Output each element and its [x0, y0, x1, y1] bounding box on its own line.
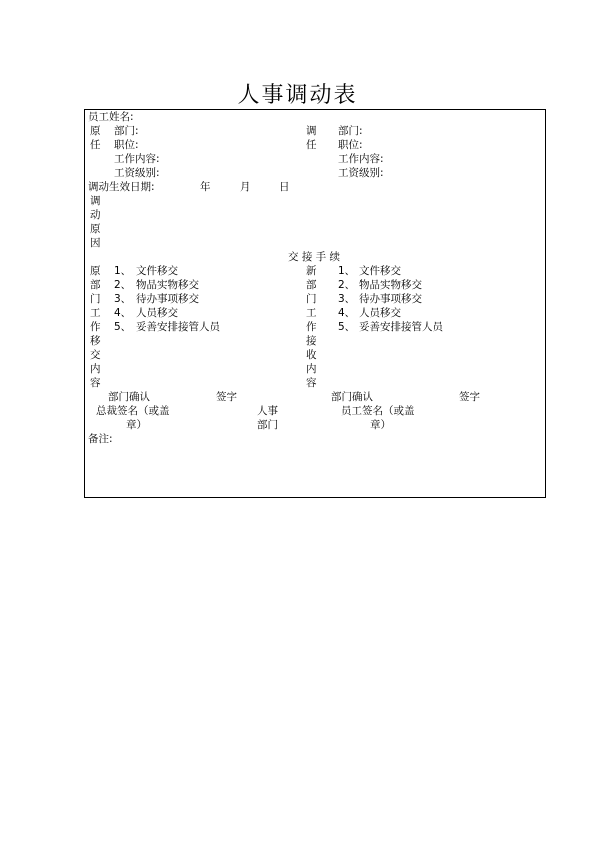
left-vertical-char: 门 [90, 293, 101, 305]
original-salary-grade-field[interactable]: 工资级别: [114, 167, 160, 179]
reason-char: 因 [90, 237, 101, 249]
right-signature-field[interactable]: 签字 [459, 391, 480, 403]
left-vertical-char: 移 [90, 335, 101, 347]
reason-char: 调 [90, 195, 101, 207]
right-item-text: 人员移交 [359, 307, 401, 319]
right-item-number: 4、 [338, 307, 356, 319]
employee-signature-label-cont: 章） [370, 419, 391, 431]
left-vertical-char: 工 [90, 307, 101, 319]
president-signature-label-cont: 章） [126, 419, 147, 431]
left-vertical-char: 交 [90, 349, 101, 361]
president-signature-label[interactable]: 总裁签名（或盖 [96, 405, 170, 417]
original-department-field[interactable]: 部门: [114, 125, 139, 137]
right-vertical-char: 工 [306, 307, 317, 319]
hr-department-label: 人事 [257, 405, 278, 417]
left-item-text: 妥善安排接管人员 [136, 321, 220, 333]
left-vertical-char: 部 [90, 279, 101, 291]
original-side-char: 原 [90, 125, 101, 137]
left-item-number: 4、 [114, 307, 132, 319]
right-department-confirm-label: 部门确认 [331, 391, 373, 403]
right-vertical-char: 门 [306, 293, 317, 305]
left-item-text: 人员移交 [136, 307, 178, 319]
left-vertical-char: 容 [90, 377, 101, 389]
transfer-department-field[interactable]: 部门: [338, 125, 363, 137]
original-side-char: 任 [90, 139, 101, 151]
transfer-side-char: 调 [306, 125, 317, 137]
effective-date-label[interactable]: 调动生效日期: [88, 181, 155, 193]
reason-char: 原 [90, 223, 101, 235]
right-vertical-char: 内 [306, 363, 317, 375]
right-vertical-char: 部 [306, 279, 317, 291]
right-item-number: 3、 [338, 293, 356, 305]
left-vertical-char: 原 [90, 265, 101, 277]
right-item-number: 5、 [338, 321, 356, 333]
left-item-number: 5、 [114, 321, 132, 333]
handover-heading: 交 接 手 续 [288, 251, 341, 263]
left-item-text: 文件移交 [136, 265, 178, 277]
right-vertical-char: 新 [306, 265, 317, 277]
right-vertical-char: 接 [306, 335, 317, 347]
right-item-text: 物品实物移交 [359, 279, 422, 291]
effective-month-label: 月 [240, 181, 251, 193]
right-item-number: 1、 [338, 265, 356, 277]
left-vertical-char: 内 [90, 363, 101, 375]
employee-signature-label[interactable]: 员工签名（或盖 [341, 405, 415, 417]
original-position-field[interactable]: 职位: [114, 139, 139, 151]
left-department-confirm-label: 部门确认 [108, 391, 150, 403]
right-vertical-char: 收 [306, 349, 317, 361]
effective-day-label: 日 [279, 181, 290, 193]
left-signature-field[interactable]: 签字 [216, 391, 237, 403]
right-vertical-char: 容 [306, 377, 317, 389]
transfer-side-char: 任 [306, 139, 317, 151]
left-item-text: 待办事项移交 [136, 293, 199, 305]
remarks-field[interactable]: 备注: [88, 433, 113, 445]
transfer-job-content-field[interactable]: 工作内容: [338, 153, 384, 165]
transfer-salary-grade-field[interactable]: 工资级别: [338, 167, 384, 179]
transfer-position-field[interactable]: 职位: [338, 139, 363, 151]
right-item-text: 文件移交 [359, 265, 401, 277]
left-item-number: 2、 [114, 279, 132, 291]
left-item-number: 3、 [114, 293, 132, 305]
employee-name-label[interactable]: 员工姓名: [88, 111, 134, 123]
original-job-content-field[interactable]: 工作内容: [114, 153, 160, 165]
page-title: 人事调动表 [237, 83, 358, 108]
right-item-number: 2、 [338, 279, 356, 291]
right-item-text: 妥善安排接管人员 [359, 321, 443, 333]
left-vertical-char: 作 [90, 321, 101, 333]
effective-year-label: 年 [200, 181, 211, 193]
reason-char: 动 [90, 209, 101, 221]
right-item-text: 待办事项移交 [359, 293, 422, 305]
left-item-number: 1、 [114, 265, 132, 277]
right-vertical-char: 作 [306, 321, 317, 333]
left-item-text: 物品实物移交 [136, 279, 199, 291]
hr-department-label-cont: 部门 [257, 419, 278, 431]
